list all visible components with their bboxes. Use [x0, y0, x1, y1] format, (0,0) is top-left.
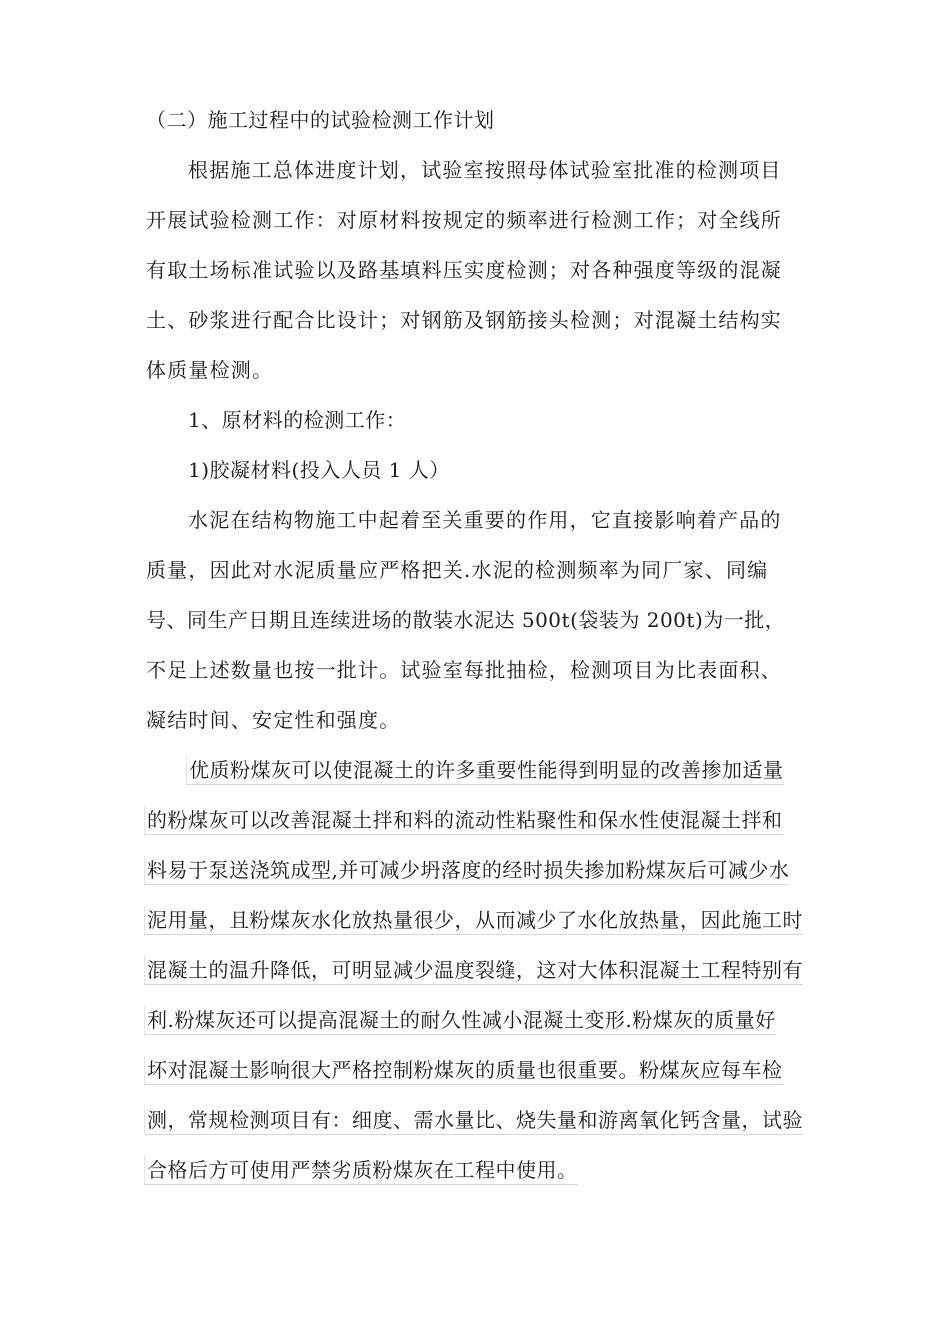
section-1-title: 1、原材料的检测工作： — [188, 408, 407, 432]
paragraph-3-line-8: 测，常规检测项目有：细度、需水量比、烧失量和游离氧化钙含量，试验 — [144, 1106, 803, 1135]
paragraph-3-line-4: 泥用量，且粉煤灰水化放热量很少，从而减少了水化放热量，因此施工时 — [144, 906, 803, 935]
subsection-1-title: 1)胶凝材料(投入人员 1 人） — [188, 458, 450, 482]
paragraph-3-line-1: 优质粉煤灰可以使混凝土的许多重要性能得到明显的改善掺加适量 — [186, 756, 784, 785]
paragraph-2-line-3: 号、同生产日期且连续进场的散装水泥达 500t(袋装为 200t)为一批， — [146, 608, 786, 632]
paragraph-2-line-1: 水泥在结构物施工中起着至关重要的作用，它直接影响着产品的 — [188, 508, 782, 532]
paragraph-1-line-5: 体质量检测。 — [146, 358, 274, 382]
paragraph-1-line-1: 根据施工总体进度计划，试验室按照母体试验室批准的检测项目 — [188, 158, 782, 182]
paragraph-3-line-3: 料易于泵送浇筑成型,并可减少坍落度的经时损失掺加粉煤灰后可减少水 — [144, 856, 789, 885]
paragraph-1-line-2: 开展试验检测工作：对原材料按规定的频率进行检测工作；对全线所 — [146, 208, 782, 232]
paragraph-3-line-9: 合格后方可使用严禁劣质粉煤灰在工程中使用。 — [144, 1156, 578, 1185]
paragraph-3-line-7: 坏对混凝土影响很大严格控制粉煤灰的质量也很重要。粉煤灰应每车检 — [144, 1056, 783, 1085]
paragraph-1-line-3: 有取土场标准试验以及路基填料压实度检测；对各种强度等级的混凝 — [146, 258, 782, 282]
paragraph-3-line-6: 利.粉煤灰还可以提高混凝土的耐久性减小混凝土变形.粉煤灰的质量好 — [144, 1006, 776, 1035]
paragraph-1-line-4: 土、砂浆进行配合比设计；对钢筋及钢筋接头检测；对混凝土结构实 — [146, 308, 782, 332]
paragraph-2-line-4: 不足上述数量也按一批计。试验室每批抽检，检测项目为比表面积、 — [146, 658, 782, 682]
section-heading: （二）施工过程中的试验检测工作计划 — [146, 108, 495, 132]
paragraph-2-line-2: 质量，因此对水泥质量应严格把关.水泥的检测频率为同厂家、同编 — [146, 558, 769, 582]
paragraph-3-line-5: 混凝土的温升降低，可明显减少温度裂缝，这对大体积混凝土工程特别有 — [144, 956, 803, 985]
paragraph-2-line-5: 凝结时间、安定性和强度。 — [146, 708, 401, 732]
paragraph-3-line-2: 的粉煤灰可以改善混凝土拌和料的流动性粘聚性和保水性使混凝土拌和 — [144, 806, 783, 835]
